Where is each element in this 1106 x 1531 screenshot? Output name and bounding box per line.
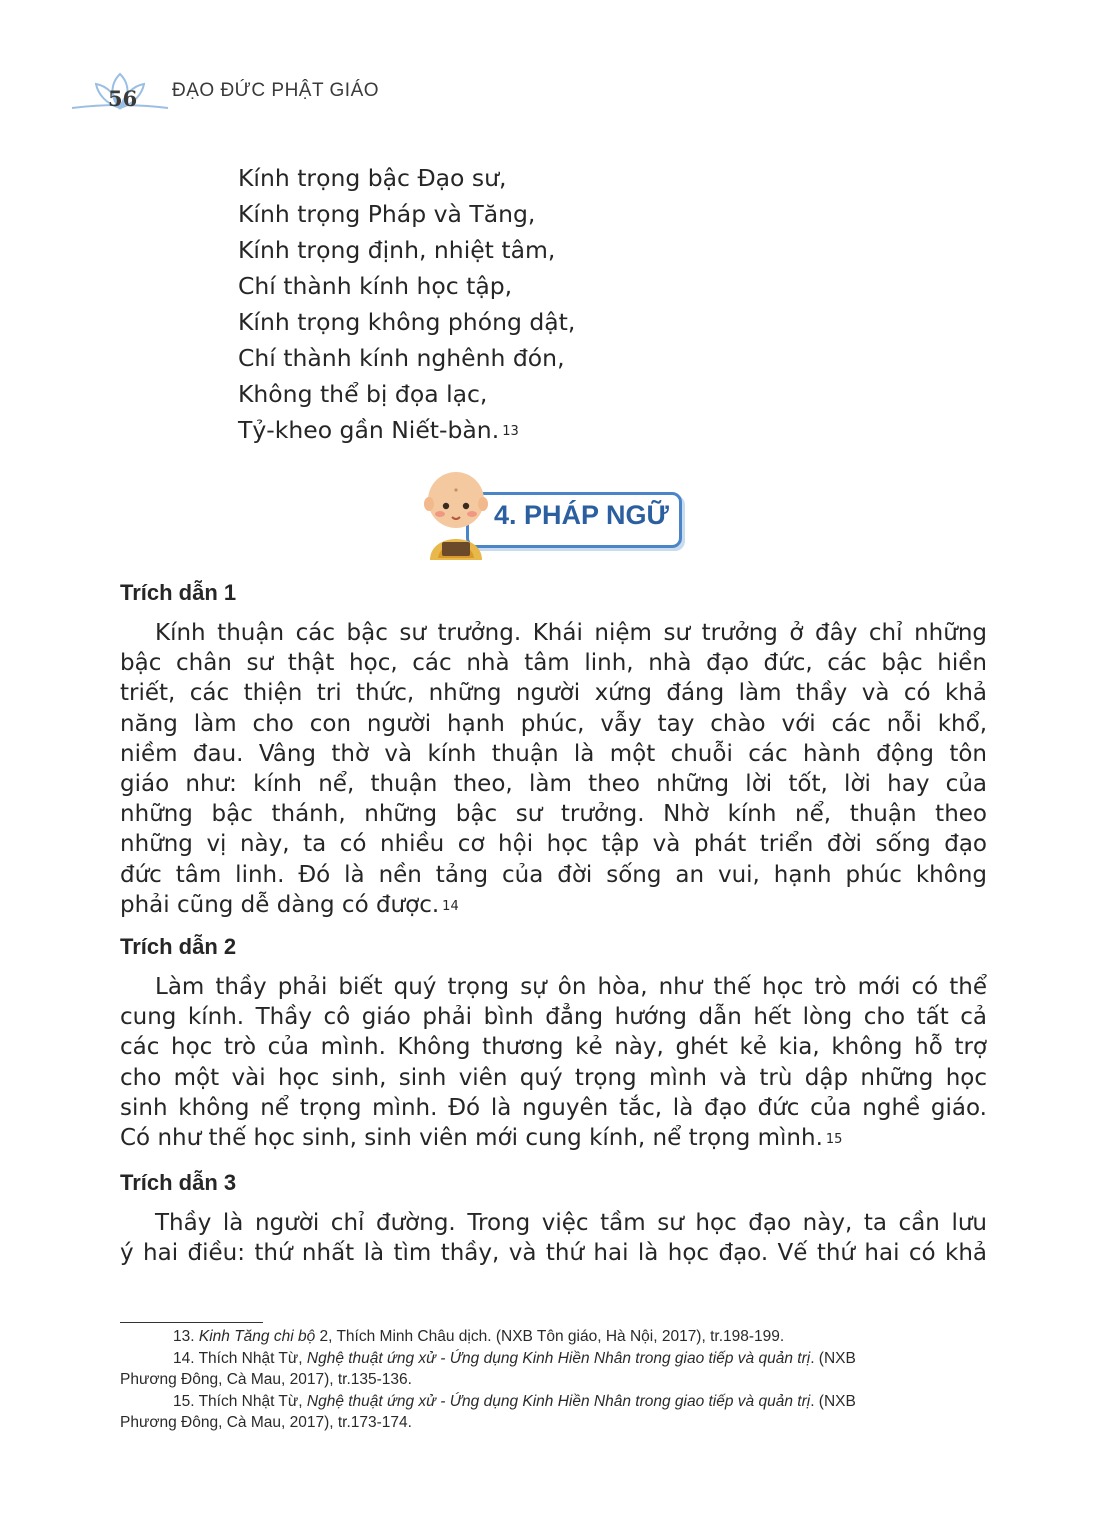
text-line: Kính thuận các bậc sư trưởng. Khái niệm sư trưởng ở đây chỉ những: [155, 620, 987, 646]
footnote-author: Thích Nhật Từ,: [194, 1349, 307, 1367]
text-line: những vị này, ta có nhiều cơ hội học tập và phát triển đời sống đạo: [120, 831, 987, 858]
text-line: ý hai điều: thứ nhất là tìm thầy, và thứ hai là học đạo. Vế thứ hai có khả: [120, 1240, 987, 1267]
poem-line: Không thể bị đọa lạc,: [238, 380, 488, 408]
footnote-number: 13.: [173, 1328, 195, 1345]
poem-line: Chí thành kính nghênh đón,: [238, 344, 565, 372]
text-line: các học trò của mình. Không thương kẻ này, ghét kẻ kia, không hỗ trợ: [120, 1034, 987, 1061]
footnote-text: . (NXB: [810, 1392, 856, 1410]
text-line: cung kính. Thầy cô giáo phải bình đẳng hướng dẫn hết lòng cho tất cả: [120, 1004, 987, 1031]
footnote: [120, 1391, 990, 1434]
section-title: 4. PHÁP NGỮ: [494, 500, 669, 530]
footnote-text: Phương Đông, Cà Mau, 2017), tr.173-174.: [120, 1414, 412, 1431]
footnotes: [120, 1326, 990, 1434]
quote-paragraph: [120, 972, 987, 1153]
footnote-number: 14.: [173, 1349, 195, 1367]
text-line: Làm thầy phải biết quý trọng sự ôn hòa, như thế học trò mới có thể: [155, 974, 987, 1000]
section-badge: [416, 470, 696, 566]
text-line: cho một vài học sinh, sinh viên quý trọng mình và trù dập những học: [120, 1064, 987, 1091]
page-header: [70, 68, 390, 116]
running-title: ĐẠO ĐỨC PHẬT GIÁO: [172, 80, 380, 101]
footnote-title: Nghệ thuật ứng xử - Ứng dụng Kinh Hiền Nhân trong giao tiếp và quản trị: [306, 1392, 811, 1410]
poem-line: Kính trọng bậc Đạo sư,: [238, 164, 507, 192]
footnote-ref: 13: [502, 424, 519, 439]
footnote-divider: [120, 1322, 263, 1323]
footnote-title: Nghệ thuật ứng xử - Ứng dụng Kinh Hiền Nhân trong giao tiếp và quản trị: [306, 1349, 811, 1367]
quote-heading: Trích dẫn 3: [120, 1170, 237, 1195]
quote-heading: Trích dẫn 2: [120, 934, 237, 959]
page-number: 56: [108, 86, 138, 111]
text-line: niềm đau. Vâng thờ và kính thuận là một chuỗi các hành động tôn: [120, 740, 987, 767]
footnote: [120, 1348, 990, 1391]
footnote-author: Thích Nhật Từ,: [194, 1392, 307, 1410]
text-line: Thầy là người chỉ đường. Trong việc tầm sư học đạo này, ta cần lưu: [155, 1210, 987, 1236]
poem-line: Chí thành kính học tập,: [238, 272, 513, 300]
text-line: bậc chân sư thật học, các nhà tâm linh, nhà đạo đức, các bậc hiền: [120, 650, 987, 677]
footnote-text: . (NXB: [810, 1349, 856, 1367]
text-line: những bậc thánh, những bậc sư trưởng. Nhờ kính nể, thuận theo: [120, 801, 987, 828]
quote-paragraph: [120, 618, 987, 920]
poem-line: [238, 412, 575, 448]
text-line: đức tâm linh. Đó là nền tảng của đời sống an vui, hạnh phúc không: [120, 861, 987, 888]
poem-line: Kính trọng không phóng dật,: [238, 308, 576, 336]
footnote-title: Kinh Tăng chi bộ: [198, 1328, 316, 1345]
quote-heading: Trích dẫn 1: [120, 580, 237, 605]
text-line: năng làm cho con người hạnh phúc, vẫy tay chào với các nỗi khổ,: [120, 710, 987, 737]
poem-line: Kính trọng định, nhiệt tâm,: [238, 236, 556, 264]
text-line-content: Có như thế học sinh, sinh viên mới cung kính, nể trọng mình.: [120, 1125, 823, 1152]
poem-line-text: Tỷ-kheo gần Niết-bàn.: [238, 416, 500, 444]
footnote-ref: 14: [442, 898, 459, 914]
text-line: triết, các thiện tri thức, những người xứng đáng làm thầy và có khả: [120, 680, 987, 707]
poem: [238, 160, 575, 448]
poem-line: Kính trọng Pháp và Tăng,: [238, 200, 536, 228]
footnote: [120, 1326, 990, 1348]
text-line: giáo như: kính nể, thuận theo, làm theo những lời tốt, lời hay của: [120, 771, 987, 798]
footnote-text: Phương Đông, Cà Mau, 2017), tr.135-136.: [120, 1371, 412, 1388]
text-line: sinh không nể trọng mình. Đó là nguyên tắc, là đạo đức của nghề giáo.: [120, 1094, 987, 1121]
footnote-number: 15.: [173, 1392, 195, 1410]
monk-character-icon: [416, 470, 496, 566]
text-line: [120, 1123, 987, 1153]
footnote-ref: 15: [825, 1132, 843, 1148]
quote-paragraph: [120, 1208, 987, 1268]
footnote-text: 2, Thích Minh Châu dịch. (NXB Tôn giáo, Hà Nội, 2017), tr.198-199.: [315, 1328, 785, 1345]
text-line: [120, 890, 987, 920]
text-line-content: phải cũng dễ dàng có được.: [120, 891, 440, 918]
